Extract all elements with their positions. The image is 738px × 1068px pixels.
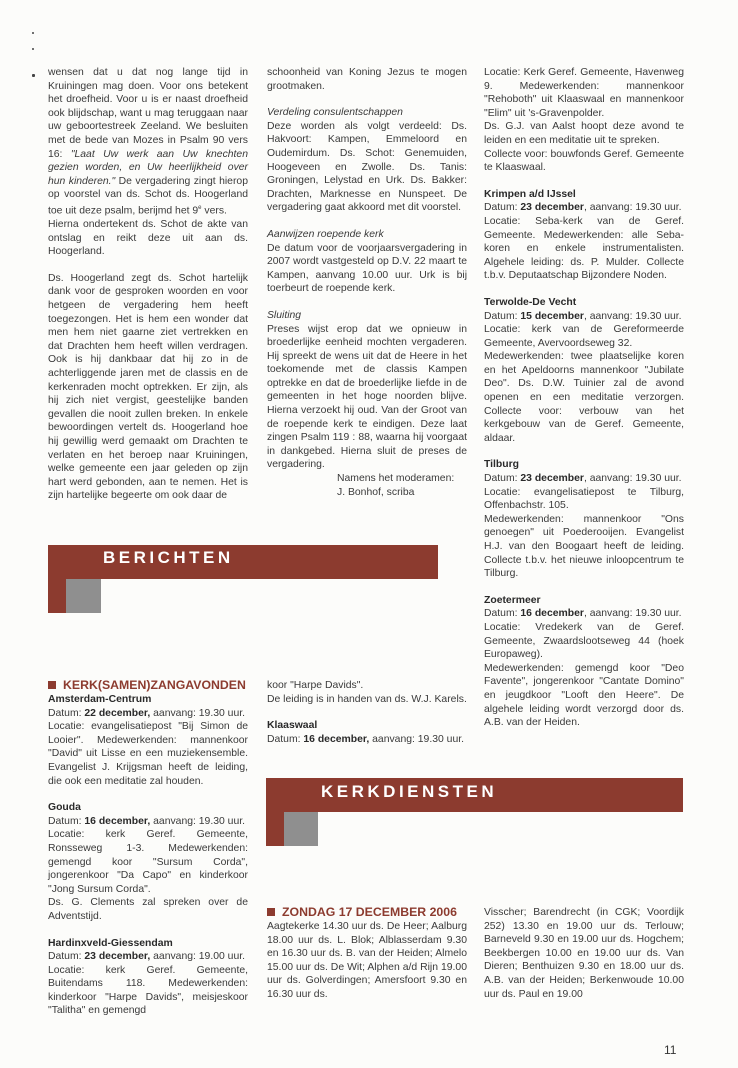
entry-body: Ds. G. Clements zal spreken over de Adventstijd. <box>48 897 248 922</box>
entry-heading: Terwolde-De Vecht <box>484 296 577 308</box>
square-bullet-icon <box>267 908 275 916</box>
zangavonden-column <box>48 678 248 1018</box>
paragraph: Aagtekerke 14.30 uur ds. De Heer; Aalburg 18.00 uur ds. L. Blok; Alblasserdam 9.30 en 16.30 uur ds. B. van der Heiden; Almelo 15.00 uur ds. De Wit; Alphen a/d Rijn 19.00 uur ds. Golverdingen; Amersfoort 9.30 en 16.30 uur ds. <box>267 921 467 1000</box>
entry-heading: Krimpen a/d IJssel <box>484 188 576 200</box>
signature-line: Namens het moderamen: <box>337 473 455 485</box>
section-heading: KERK(SAMEN)ZANGAVONDEN <box>48 678 248 693</box>
event-entry <box>48 924 248 1019</box>
banner-title: BERICHTEN <box>103 548 234 567</box>
event-entry <box>48 693 248 788</box>
banner-gray-square <box>284 812 318 846</box>
paragraph: Collecte voor: bouwfonds Geref. Gemeente te Klaaswaal. <box>484 148 684 174</box>
entry-heading: Klaaswaal <box>267 720 318 732</box>
signature-name: J. Bonhof, scriba <box>337 486 415 498</box>
paragraph: Ds. Hoogerland zegt ds. Schot hartelijk dank voor de gesproken woorden en voor hetgeen de vergadering hem heeft toegezongen. Het is hem een wonder dat men hem niet gaarne ziet vertrekken en dat Drachten hem heeft willen verdragen. Ook is hij dankbaar dat hij zo in de achterliggende jaren met de classis en de kerkenraden mocht optrekken. Er zijn, als hij zich niet vergist, geestelijke banden gevallen die nooit zullen breken. In enkele bewoordingen vertelt ds. Hoogerland hoe hij gewillig werd gemaakt om Drachten te verlaten en het beroep naar Kruiningen, welke gemeente een jaar geleden op zijn hart werd gebonden, aan te nemen. Het is zijn hartelijke begeerte om ook daar de <box>48 272 248 502</box>
banner-title: KERKDIENSTEN <box>321 782 498 801</box>
entry-body: Locatie: Vredekerk van de Geref. Gemeente, Zwaardslootseweg 44 (hoek Europaweg). <box>484 621 684 661</box>
article-column-1 <box>48 66 248 503</box>
paragraph: Visscher; Barendrecht (in CGK; Voordijk 252) 13.30 en 19.00 uur ds. Terlouw; Barneveld 9.30 en 19.00 uur ds. Hogchem; Beekbergen 10.00 en 19.00 uur ds. Van Dieren; Benthuizen 9.30 en 18.00 uur ds. A.B. van der Heiden; Berkenwoude 10.00 uur ds. Paul en 19.00 <box>484 907 684 1000</box>
entry-body: Locatie: kerk Geref. Gemeente, Ronsseweg 1-3. Medewerkenden: gemengd koor "Sursum Corda", jongerenkoor "Da Capo" en kinderkoor "Jong Sursum Corda". <box>48 829 248 895</box>
event-entry <box>484 581 684 730</box>
paragraph: Preses wijst erop dat we opnieuw in broederlijke eenheid mochten vergaderen. Hij spreekt de wens uit dat de Heere in het toekomende met de classis Kampen optrekke en dat de broederlijke liefde in de gemeenten in het hoge noorden blijve. Hierna verzoekt hij oud. Van der Groot van de roepende kerk te eindigen. Deze laat zingen Psalm 119 : 88, waarna hij voorgaat in dankgebed. Hierna sluit de preses de vergadering. <box>267 323 467 471</box>
margin-mark <box>32 48 34 50</box>
entry-date: Datum: 23 december, aanvang: 19.30 uur. <box>484 473 682 485</box>
entry-heading: Gouda <box>48 802 81 814</box>
paragraph: De leiding is in handen van ds. W.J. Karels. <box>267 693 467 705</box>
entry-date: Datum: 16 december, aanvang: 19.30 uur. <box>267 733 464 745</box>
section-heading: ZONDAG 17 DECEMBER 2006 <box>267 905 467 920</box>
entry-date: Datum: 22 december, aanvang: 19.30 uur. <box>48 707 245 719</box>
event-entry <box>484 445 684 580</box>
entry-date: Datum: 16 december, aanvang: 19.30 uur. <box>484 608 682 620</box>
event-entry <box>484 283 684 446</box>
paragraph: De datum voor de voorjaarsvergadering in 2007 wordt vastgesteld op D.V. 22 maart te Kampen, aanvang 10.00 uur. Urk is bij toerbeurt de roepende kerk. <box>267 242 467 295</box>
subheading: Verdeling consulentschappen <box>267 107 403 119</box>
subheading: Aanwijzen roepende kerk <box>267 228 384 240</box>
entry-body: Locatie: kerk van de Gereformeerde Gemeente, Avervoordseweg 32. <box>484 324 684 349</box>
entry-body: Locatie: Seba-kerk van de Geref. Gemeente. Medewerkenden: alle Seba-koren en enkele instrumentalisten. Algehele leiding: ds. P. Mulder. Collecte t.b.v. Deputaatschap Bijzondere Noden. <box>484 215 684 282</box>
kerkdiensten-column <box>267 905 467 1002</box>
article-column-3 <box>484 66 684 730</box>
entry-body: Locatie: evangelisatiepost "Bij Simon de Looier". Medewerkenden: mannenkoor "David" uit Lisse en een muziekensemble. Evangelist J. Krijgsman heeft de leiding, die ook een meditatie zal houden. <box>48 721 248 787</box>
entry-date: Datum: 15 december, aanvang: 19.30 uur. <box>484 310 682 322</box>
subheading: Sluiting <box>267 309 302 321</box>
paragraph: koor "Harpe Davids". <box>267 680 364 691</box>
paragraph: Locatie: Kerk Geref. Gemeente, Havenweg 9. Medewerkenden: mannenkoor "Rehoboth" uit Klaaswaal en mannenkoor "Elim" uit 's-Gravenpolder. <box>484 67 684 119</box>
paragraph: wensen dat u dat nog lange tijd in Kruiningen mag doen. Voor ons betekent het droefheid. Voor u is er naast droefheid ook blijdschap, want u mag teruggaan naar uw geboortestreek Zeeland. We besluiten met de bede van Mozes in Psalm 90 vers 16: "Laat Uw werk aan Uw knechten gezien worden, en Uw heerlijkheid over hun kinderen." De vergadering zingt hierop op voorstel van ds. Schot ds. Hoogerland toe uit deze psalm, berijmd het 9e vers. <box>48 67 248 217</box>
entry-body: Medewerkenden: gemengd koor "Deo Favente", jongerenkoor "Cantate Domino" en jeugdkoor "Looft den Heere". De algehele leiding wordt verzorgd door ds. A.B. van der Heiden. <box>484 662 684 729</box>
margin-mark <box>32 74 35 77</box>
entry-heading: Zoetermeer <box>484 594 541 606</box>
entry-body: Medewerkenden: twee plaatselijke koren en het Apeldoorns mannenkoor "Jubilate Deo". Ds. D.W. Tuinier zal de avond openen en een meditatie verzorgen. Collecte voor: verbouw van het kerkgebouw van de Geref. Gemeente, aldaar. <box>484 351 684 444</box>
event-entry <box>484 175 684 283</box>
entry-date: Datum: 16 december, aanvang: 19.30 uur. <box>48 815 245 827</box>
entry-heading: Amsterdam-Centrum <box>48 694 152 705</box>
paragraph: Ds. G.J. van Aalst hoopt deze avond te leiden en een meditatie uit te spreken. <box>484 121 684 146</box>
entry-body: Medewerkenden: mannenkoor "Ons genoegen" uit Poederooijen. Evangelist H.J. van den Boogaart heeft de leiding. Collecte t.b.v. het nieuwe inloopcentrum te Tilburg. <box>484 513 684 580</box>
banner-corner <box>48 579 66 613</box>
margin-mark <box>32 32 34 34</box>
article-column-2 <box>267 66 467 499</box>
entry-heading: Hardinxveld-Giessendam <box>48 937 173 949</box>
event-entry <box>48 788 248 923</box>
banner-corner <box>266 812 284 846</box>
zangavonden-continued <box>267 679 467 746</box>
kerkdiensten-column-2 <box>484 906 684 1001</box>
paragraph: schoonheid van Koning Jezus te mogen grootmaken. <box>267 67 467 92</box>
entry-body: Locatie: evangelisatiepost te Tilburg, Offenbachstr. 105. <box>484 486 684 512</box>
paragraph: Deze worden als volgt verdeeld: Ds. Hakvoort: Kampen, Emmeloord en Oudemirdum. Ds. Schot: Genemuiden, Hoogeveen en Zwolle. Ds. Tanis: Groningen, Lelystad en Urk. Ds. Bakker: Drachten, Marknesse en Nunspeet. De vergadering gaat akkoord met dit voorstel. <box>267 120 467 214</box>
square-bullet-icon <box>48 681 56 689</box>
paragraph: Hierna ondertekent ds. Schot de akte van ontslag en reikt deze uit aan ds. Hoogerland. <box>48 219 248 258</box>
entry-heading: Tilburg <box>484 459 520 471</box>
banner-gray-square <box>66 579 101 613</box>
entry-date: Datum: 23 december, aanvang: 19.00 uur. <box>48 951 245 963</box>
entry-body: Locatie: kerk Geref. Gemeente, Buitendams 118. Medewerkenden: kinderkoor "Harpe Davids", meisjeskoor "Talitha" en gemengd <box>48 964 248 1017</box>
page-number: 11 <box>664 1043 677 1057</box>
entry-date: Datum: 23 december, aanvang: 19.30 uur. <box>484 202 682 214</box>
